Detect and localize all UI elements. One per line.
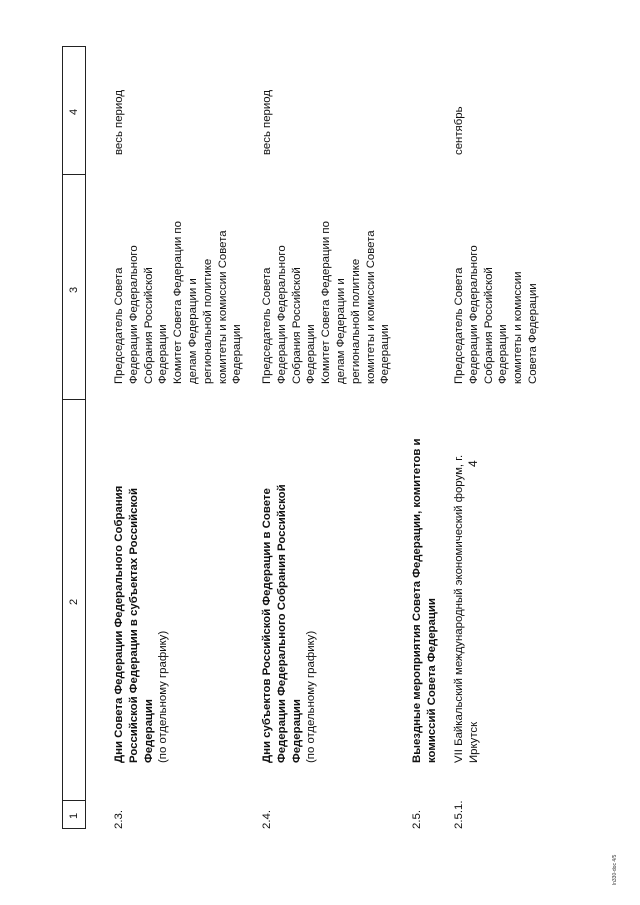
header-divider-1 — [62, 800, 85, 801]
row-2-4-schedule-note: (по отдельному графику) — [305, 630, 317, 763]
row-2-5-number: 2.5. — [411, 810, 423, 829]
row-2-4-number: 2.4. — [261, 810, 273, 829]
row-2-4-title: Дни субъектов Российской Федерации в Совете Федерации Федерального Собрания Российской Федерации — [261, 484, 303, 763]
row-2-4-period: весь период — [261, 90, 273, 155]
column-header-1: 1 — [68, 812, 80, 819]
header-divider-2 — [62, 399, 85, 400]
row-2-3-number: 2.3. — [113, 810, 125, 829]
header-divider-3 — [62, 174, 85, 175]
column-header-2: 2 — [68, 598, 80, 605]
header-right-border — [62, 46, 85, 47]
row-2-3-responsible: Председатель Совета Федерации Федерального Собрания Российской Федерации Комитет Совета Федерации по делам Федерации и региональной политике комитеты и комиссии Совета Федерации — [113, 221, 244, 384]
header-left-border — [62, 828, 85, 829]
column-header-4: 4 — [68, 108, 80, 115]
column-header-3: 3 — [68, 286, 80, 293]
row-2-3-period: весь период — [113, 90, 125, 155]
row-2-5-1-responsible: Председатель Совета Федерации Федерального Собрания Российской Федерации комитеты и комиссии Совета Федерации — [453, 245, 539, 384]
row-2-5-1-number: 2.5.1. — [453, 800, 465, 829]
document-code: ln330-doc 4/5 — [612, 854, 618, 885]
page-number: 4 — [466, 460, 480, 467]
header-bottom-border — [85, 46, 86, 829]
header-top-border — [62, 46, 63, 829]
row-2-4-responsible: Председатель Совета Федерации Федерального Собрания Российской Федерации Комитет Совета Федерации по делам Федерации и региональной политике комитеты и комиссии Совета Федерации — [261, 221, 392, 384]
row-2-5-title: Выездные мероприятия Совета Федерации, комитетов и комиссий Совета Федерации — [411, 438, 438, 763]
row-2-5-1-period: сентябрь — [453, 106, 465, 155]
row-2-3-schedule-note: (по отдельному графику) — [157, 630, 169, 763]
row-2-3-title: Дни Совета Федерации Федерального Собрания Российской Федерации в субъектах Российской Федерации — [113, 485, 155, 763]
row-2-5-1-title: VII Байкальский международный экономический форум, г. Иркутск — [453, 454, 480, 763]
